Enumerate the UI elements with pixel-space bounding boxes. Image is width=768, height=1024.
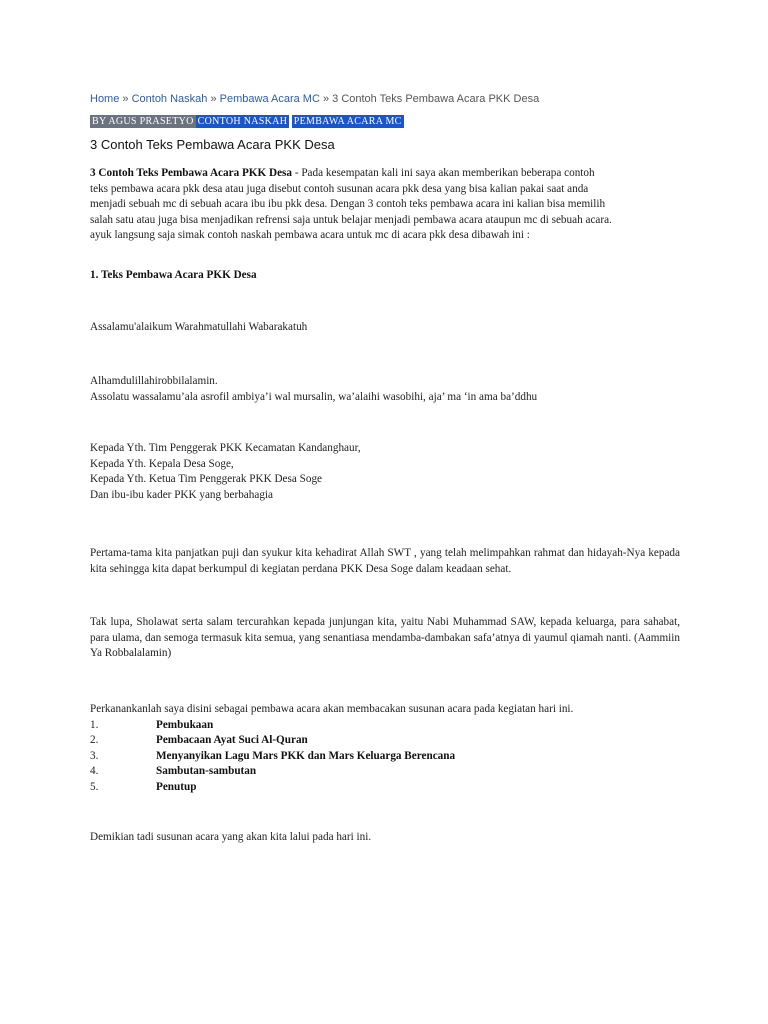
page-title: 3 Contoh Teks Pembawa Acara PKK Desa	[90, 137, 335, 152]
list-number: 3.	[90, 749, 99, 762]
list-item	[90, 718, 680, 734]
puji-text: Pertama-tama kita panjatkan puji dan syukur kita kehadirat Allah SWT , yang telah melimpahkan rahmat dan hidayah-Nya kepada kita sehingga kita dapat berkumpul di kegiatan perdana PKK Desa Soge dalam keadaan sehat.	[90, 547, 680, 575]
kepada-paragraph	[90, 441, 680, 503]
kepada-line: Dan ibu-ibu kader PKK yang berbahagia	[90, 488, 273, 501]
penutup-text: Demikian tadi susunan acara yang akan kita lalui pada hari ini.	[90, 831, 372, 843]
breadcrumb-home-link[interactable]: Home	[90, 93, 120, 105]
salam-paragraph	[90, 320, 680, 336]
kepada-line: Kepada Yth. Kepala Desa Soge,	[90, 457, 234, 470]
list-text: Menyanyikan Lagu Mars PKK dan Mars Keluarga Berencana	[156, 749, 456, 762]
list-text: Pembukaan	[156, 718, 214, 731]
list-text: Penutup	[156, 780, 197, 793]
hamdalah-line: Assolatu wassalamu’ala asrofil ambiya’i wal mursalin, wa’alaihi wasobihi, aja’ ma ‘in ama ba’ddhu	[90, 390, 538, 403]
list-number: 5.	[90, 780, 99, 793]
agenda-section	[90, 702, 680, 795]
agenda-list	[90, 718, 680, 796]
list-text: Sambutan-sambutan	[156, 765, 257, 777]
tag-contoh-naskah[interactable]: CONTOH NASKAH	[197, 116, 288, 127]
salam-text: Assalamu'alaikum Warahmatullahi Wabarakatuh	[90, 321, 308, 333]
hamdalah-line: Alhamdulillahirobbilalamin.	[90, 375, 218, 387]
intro-line: menjadi sebuah mc di sebuah acara ibu ibu pkk desa. Dengan 3 contoh teks pembawa acara ini kalian bisa memilih	[90, 198, 606, 210]
penutup-paragraph	[90, 830, 680, 846]
breadcrumb-separator: »	[119, 93, 132, 105]
tag-pembawa-acara[interactable]: PEMBAWA ACARA MC	[293, 116, 402, 127]
intro-text: - Pada kesempatan kali ini saya akan memberikan beberapa contoh	[292, 167, 595, 179]
list-item	[90, 764, 680, 780]
perkenankan-text: Perkanankanlah saya disini sebagai pembawa acara akan membacakan susunan acara pada kegiatan hari ini.	[90, 703, 574, 715]
intro-line: teks pembawa acara pkk desa atau juga disebut contoh susunan acara pkk desa yang bisa kalian pakai saat anda	[90, 182, 589, 195]
post-meta	[90, 116, 404, 127]
intro-line: ayuk langsung saja simak contoh naskah pembawa acara untuk mc di acara pkk desa dibawah ini :	[90, 229, 530, 241]
hamdalah-paragraph	[90, 374, 680, 405]
breadcrumb-pembawa-acara-link[interactable]: Pembawa Acara MC	[219, 93, 320, 105]
breadcrumb-separator: »	[319, 93, 333, 105]
intro-bold: 3 Contoh Teks Pembawa Acara PKK Desa	[90, 167, 293, 179]
puji-paragraph	[90, 546, 680, 577]
intro-line	[90, 166, 680, 182]
list-item	[90, 733, 680, 749]
breadcrumb	[90, 93, 539, 105]
breadcrumb-separator: »	[207, 93, 220, 105]
section-heading	[90, 268, 680, 284]
kepada-line: Kepada Yth. Tim Penggerak PKK Kecamatan Kandanghaur,	[90, 442, 361, 454]
list-number: 4.	[90, 765, 99, 777]
intro-paragraph	[90, 166, 680, 244]
list-item	[90, 749, 680, 765]
sholawat-text: Tak lupa, Sholawat serta salam tercurahkan kepada junjungan kita, yaitu Nabi Muhammad SAW, kepada keluarga, para sahabat, para ulama, dan semoga termasuk kita semua, yang senantiasa mendamba-dambakan safa’atnya di yaumul qiamah nanti. (Aammiin Ya Robbalalamin)	[90, 616, 680, 659]
intro-line: salah satu atau juga bisa menjadikan refrensi saja untuk belajar menjadi pembawa acara ataupun mc di sebuah acara.	[90, 213, 612, 226]
list-number: 1.	[90, 718, 99, 731]
list-text: Pembacaan Ayat Suci Al-Quran	[156, 734, 308, 746]
author-label[interactable]: BY AGUS PRASETYO	[92, 116, 194, 127]
breadcrumb-contoh-naskah-link[interactable]: Contoh Naskah	[131, 93, 208, 105]
section-1-heading: 1. Teks Pembawa Acara PKK Desa	[90, 269, 257, 281]
list-item	[90, 780, 680, 796]
breadcrumb-current: 3 Contoh Teks Pembawa Acara PKK Desa	[332, 93, 540, 105]
sholawat-paragraph	[90, 615, 680, 662]
list-number: 2.	[90, 734, 99, 746]
kepada-line: Kepada Yth. Ketua Tim Penggerak PKK Desa Soge	[90, 473, 323, 485]
